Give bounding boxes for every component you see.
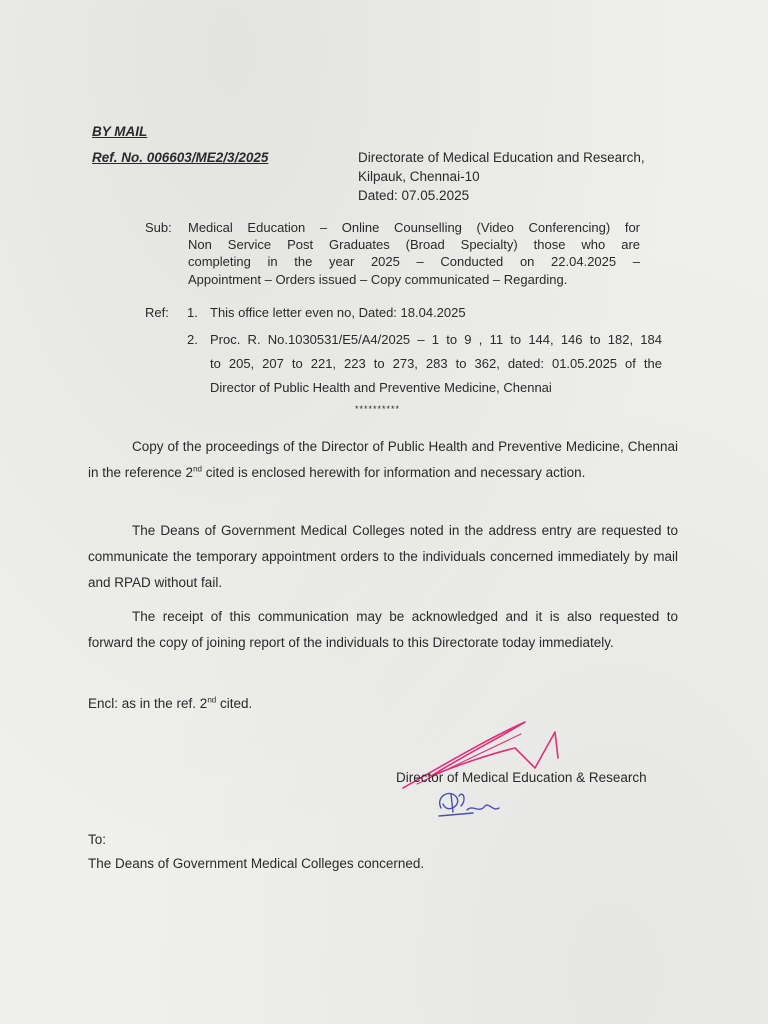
body-paragraph-2: The Deans of Government Medical Colleges noted in the address entry are requested to communicate the temporary appointment orders to the individuals concerned immediately by mail and RPAD without fail. [88,523,678,590]
by-mail-label: BY MAIL [92,124,148,139]
to-label: To: [88,832,107,847]
reference-number: Ref. No. 006603/ME2/3/2025 [92,150,269,165]
subject-line-1: Medical Education – Online Counselling (Video Conferencing) for [188,220,640,235]
reference-1-text: This office letter even no, Dated: 18.04.2025 [210,305,466,320]
reference-label: Ref: [145,305,169,320]
reference-2-number: 2. [187,332,198,347]
address-line-1: Directorate of Medical Education and Research, [358,150,645,165]
body-paragraph-1: Copy of the proceedings of the Director of Public Health and Preventive Medicine, Chennai in the reference 2nd cited is enclosed herewith for information and necessary action. [88,439,678,480]
enclosure-note: Encl: as in the ref. 2nd cited. [88,695,253,711]
subject-line-2: Non Service Post Graduates (Broad Specialty) those who are [188,237,640,252]
recipient-text: The Deans of Government Medical Colleges concerned. [88,856,425,871]
body-paragraph-3: The receipt of this communication may be acknowledged and it is also requested to forward the copy of joining report of the individuals to this Directorate today immediately. [88,609,678,650]
signatory-title: Director of Medical Education & Research [396,770,647,785]
subject-label: Sub: [145,220,172,235]
subject-line-3: completing in the year 2025 – Conducted on 22.04.2025 – [188,254,640,269]
letter-date: Dated: 07.05.2025 [358,188,470,203]
reference-2-line-1: Proc. R. No.1030531/E5/A4/2025 – 1 to 9 , 11 to 144, 146 to 182, 184 [210,332,662,347]
separator-stars: ********** [355,404,401,414]
reference-1-number: 1. [187,305,198,320]
reference-2-line-2: to 205, 207 to 221, 223 to 273, 283 to 362, dated: 01.05.2025 of the [210,356,662,371]
initials-mark [433,786,503,822]
subject-line-4: Appointment – Orders issued – Copy communicated – Regarding. [188,272,568,287]
reference-2-line-3: Director of Public Health and Preventive Medicine, Chennai [210,380,552,395]
address-line-2: Kilpauk, Chennai-10 [358,169,480,184]
